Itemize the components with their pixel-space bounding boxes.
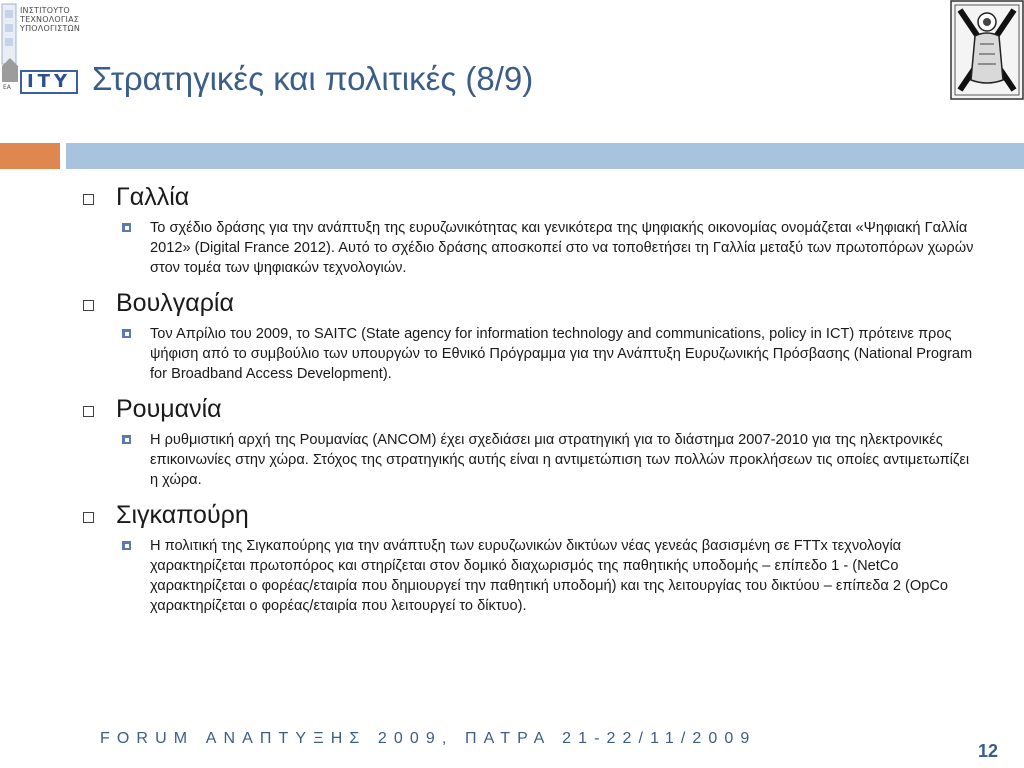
square-bullet-icon [83,194,94,205]
logo-line-2: ΤΕΧΝΟΛΟΓΙΑΣ [20,15,80,24]
heading-text: Γαλλία [116,183,190,211]
heading-text: Ρουμανία [116,395,222,423]
logo-ity: ITY [20,70,78,94]
section-heading [80,392,980,426]
section-france [80,180,980,278]
sub-bullet [80,324,980,384]
heading-text: Σιγκαπούρη [116,501,249,529]
page-number: 12 [978,741,999,761]
filled-square-bullet-icon [122,435,131,444]
square-bullet-icon [83,406,94,417]
heading-text: Βουλγαρία [116,289,234,317]
filled-square-bullet-icon [122,541,131,550]
slide-title: Στρατηγικές και πολιτικές (8/9) [92,60,534,97]
bullet-text: Η ρυθμιστική αρχή της Ρουμανίας (ANCOM) έχει σχεδιάσει μια στρατηγική για το διάστημα 2007-2010 για της ηλεκτρονικές επικοινωνίες στην χώρα. Στόχος της στρατηγικής αυτής είναι η αντιμετώπιση των πολλών προκλήσεων τις οποίες αντιμετωπίζει η χώρα. [150,432,970,488]
square-bullet-icon [83,512,94,523]
accent-bar-blue [66,143,1024,169]
saint-andrew-seal-icon [950,0,1024,100]
bullet-text: Τον Απρίλιο του 2009, το SAITC (State agency for information technology and communications, policy in ICT) πρότεινε προς ψήφιση από το συμβούλιο των υπουργών το Εθνικό Πρόγραμμα για την Ανάπτυξη Ευρυζωνικής Πρόσβασης (National Program for Broadband Access Development). [150,326,973,382]
footer-text: FORUM ΑΝΑΠΤΥΞΗΣ 2009, ΠΑΤΡΑ 21-22/11/2009 [100,730,757,747]
filled-square-bullet-icon [122,329,131,338]
sub-bullet [80,218,980,278]
logo-line-1: ΙΝΣΤΙΤΟΥΤΟ [20,6,70,15]
ity-logo [0,0,82,98]
accent-bar-orange [0,143,60,169]
section-romania [80,392,980,490]
slide-content [80,180,980,624]
bullet-text: Η πολιτική της Σιγκαπούρης για την ανάπτυξη των ευρυζωνικών δικτύων νέας γενεάς βασισμένη σε FTTx τεχνολογία χαρακτηρίζεται πρωτοπόρος και στηρίζεται στον δομικό διαχωρισμός της παθητικής υποδομής – επίπεδο 1 - (NetCo χαρακτηρίζεται ο φορέας/εταιρία που δημιουργεί την παθητική υποδομή) και της λειτουργίας του δικτύου – επίπεδα 2 (OpCo χαρακτηρίζεται ο φορέας/εταιρία που λειτουργεί το δίκτυο). [150,538,949,614]
section-heading [80,286,980,320]
bullet-text: Το σχέδιο δράσης για την ανάπτυξη της ευρυζωνικότητας και γενικότερα της ψηφιακής οικονομίας ονομάζεται «Ψηφιακή Γαλλία 2012» (Digital France 2012). Αυτό το σχέδιο δράσης αποσκοπεί στο να τοποθετήσει τη Γαλλία μεταξύ των πρωτοπόρων χωρών στον τομέα των ψηφιακών τεχνολογιών. [150,220,974,276]
logo-small-text: ΕΑ [3,84,11,91]
sub-bullet [80,430,980,490]
section-singapore [80,498,980,616]
filled-square-bullet-icon [122,223,131,232]
logo-text [20,6,80,33]
section-heading [80,498,980,532]
sub-bullet [80,536,980,616]
logo-line-3: ΥΠΟΛΟΓΙΣΤΩΝ [20,24,81,33]
section-bulgaria [80,286,980,384]
section-heading [80,180,980,214]
square-bullet-icon [83,300,94,311]
